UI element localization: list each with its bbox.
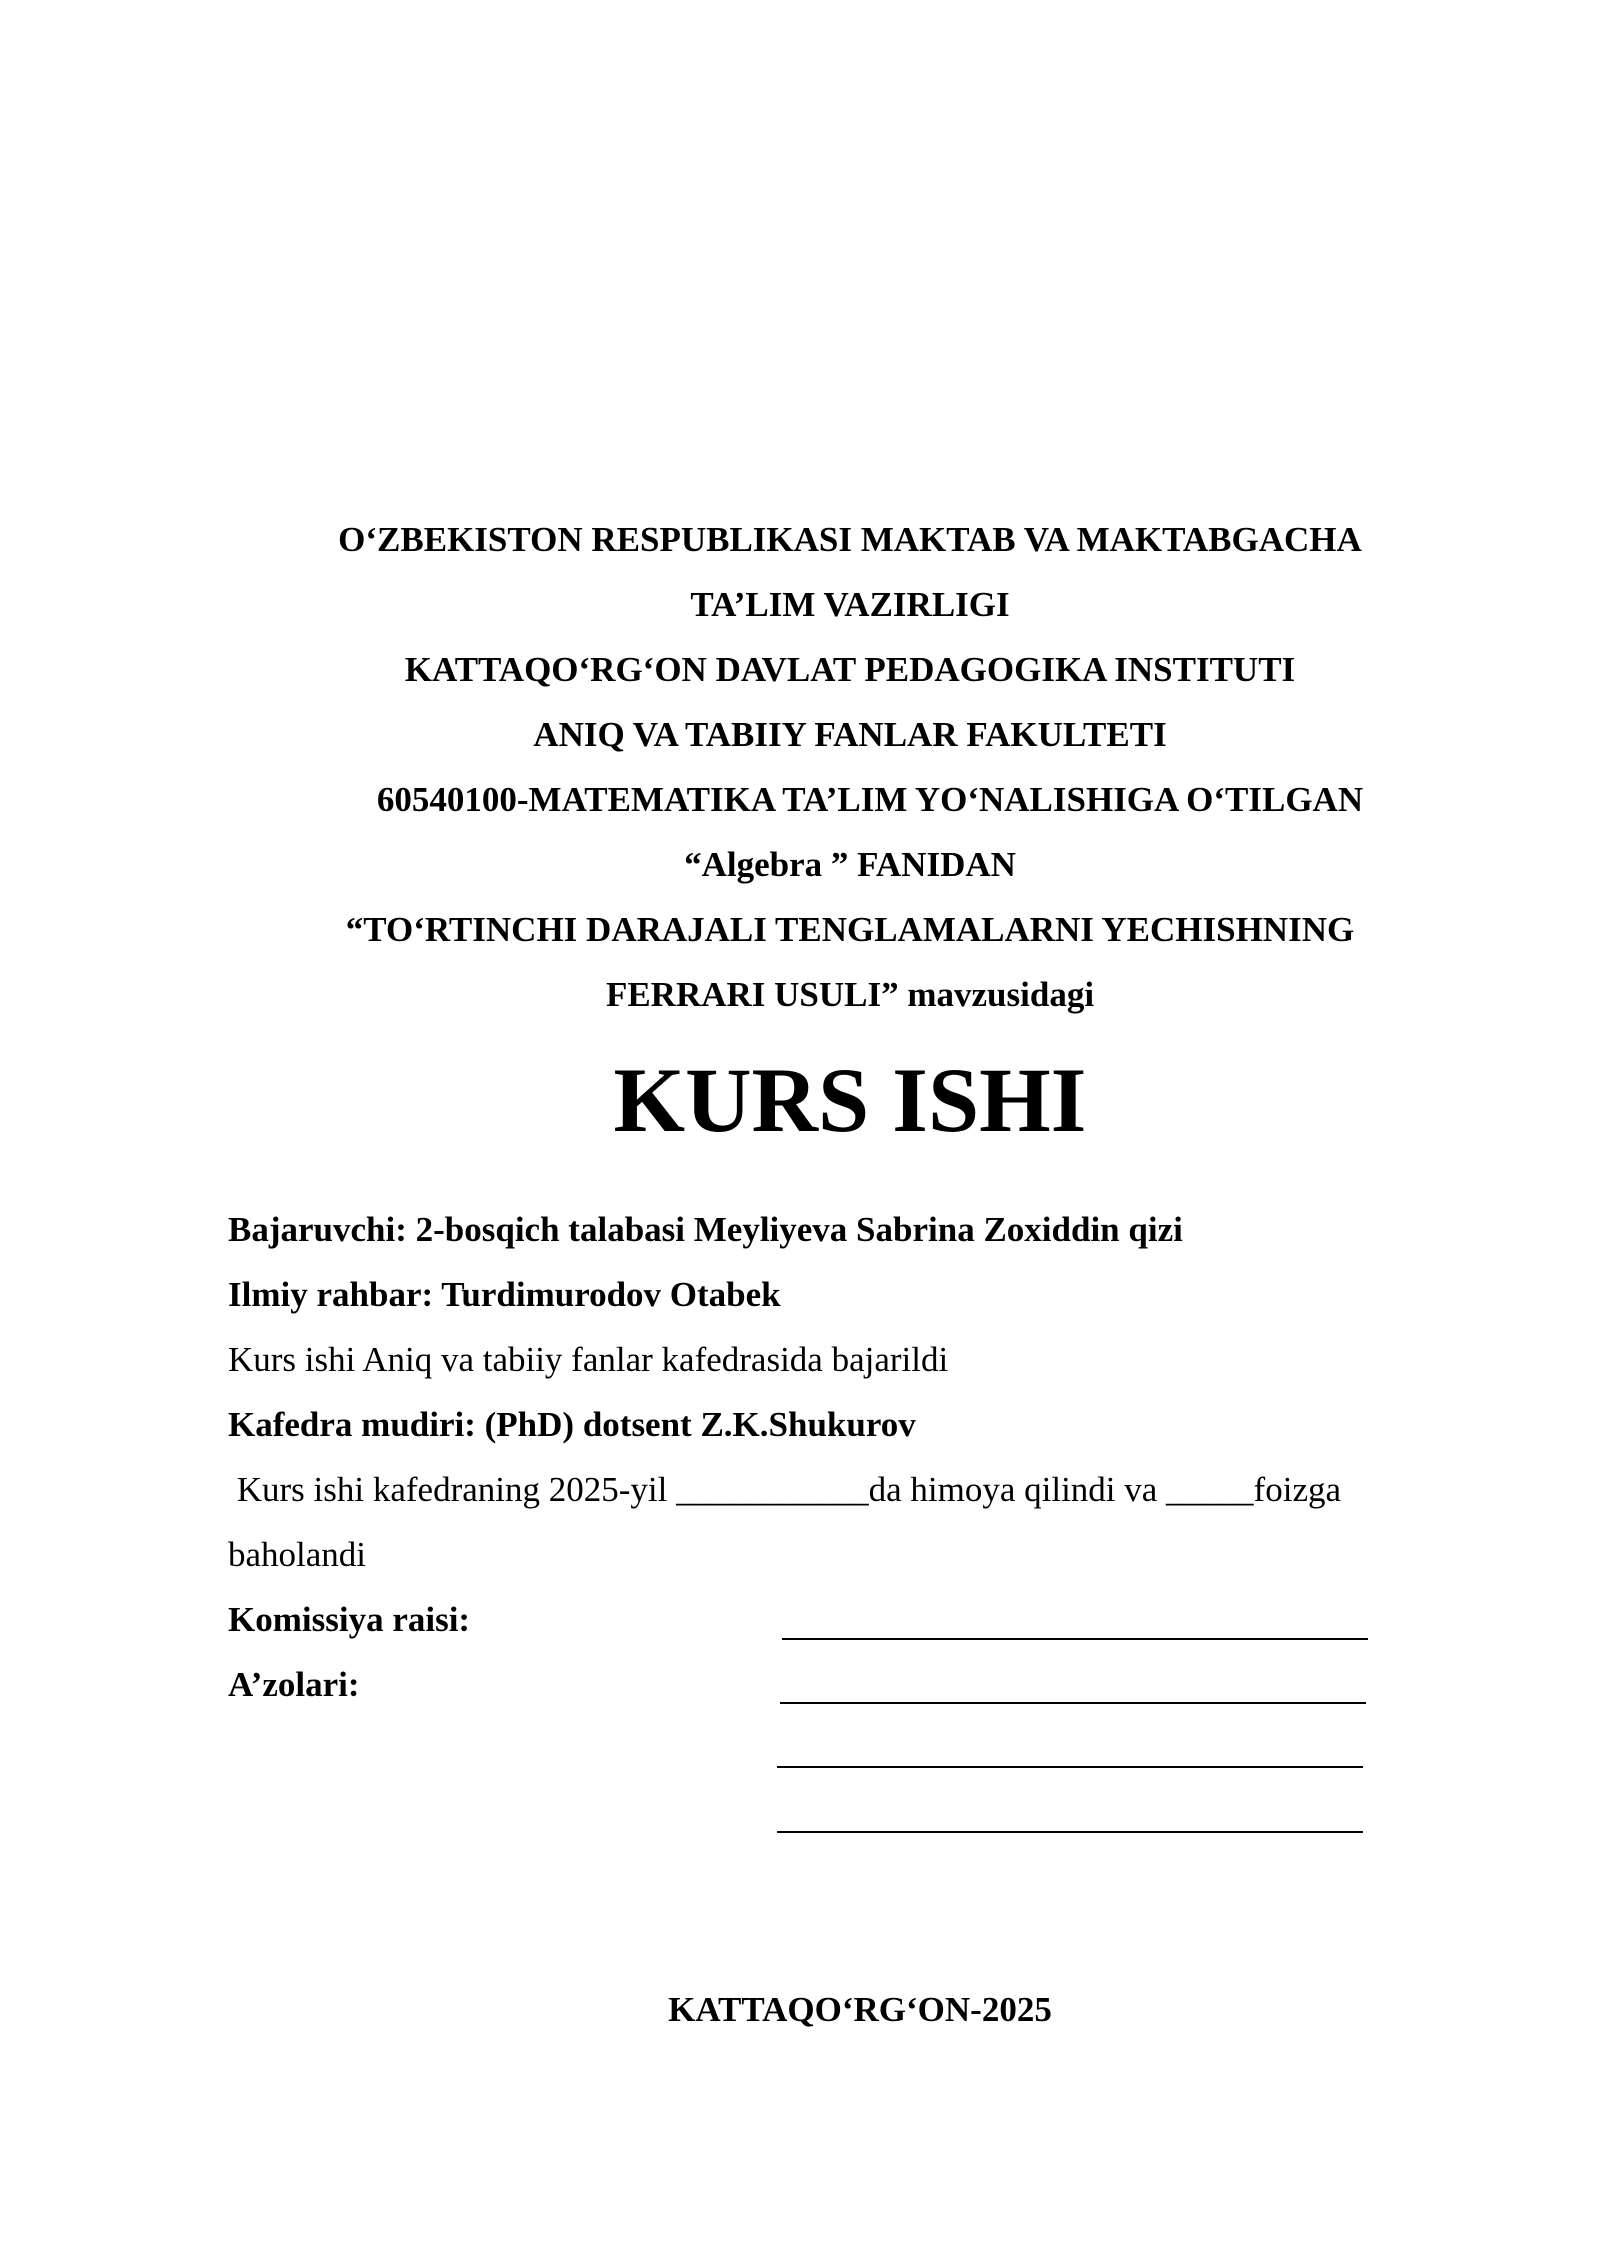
head-of-department-line: Kafedra mudiri: (PhD) dotsent Z.K.Shukurov — [228, 1405, 916, 1444]
supervisor-line: Ilmiy rahbar: Turdimurodov Otabek — [228, 1275, 781, 1314]
member-signature-line-1 — [780, 1702, 1366, 1704]
topic-line-1: “TO‘RTINCHI DARAJALI TENGLAMALARNI YECHISHNING — [345, 910, 1355, 949]
footer-city-year: KATTAQO‘RG‘ON-2025 — [668, 1990, 1052, 2029]
topic-line-2: FERRARI USULI” mavzusidagi — [605, 975, 1095, 1014]
faculty-name: ANIQ VA TABIIY FANLAR FAKULTETI — [533, 715, 1167, 754]
commission-chair-signature-line — [782, 1638, 1368, 1640]
member-signature-line-2 — [777, 1766, 1363, 1768]
performer-line: Bajaruvchi: 2-bosqich talabasi Meyliyeva Sabrina Zoxiddin qizi — [228, 1210, 1183, 1249]
specialty-line: 60540100-MATEMATIKA TA’LIM YO‘NALISHIGA O‘TILGAN — [376, 780, 1364, 819]
institute-name: KATTAQO‘RG‘ON DAVLAT PEDAGOGIKA INSTITUTI — [404, 650, 1296, 689]
member-signature-line-3 — [777, 1831, 1363, 1833]
ministry-line-1: O‘ZBEKISTON RESPUBLIKASI MAKTAB VA MAKTABGACHA — [338, 520, 1362, 559]
defense-line: Kurs ishi kafedraning 2025-yil ___________da himoya qilindi va _____foizga — [228, 1470, 1342, 1509]
ministry-line-2: TA’LIM VAZIRLIGI — [690, 585, 1010, 624]
defense-line-continuation: baholandi — [228, 1535, 367, 1574]
members-label: A’zolari: — [228, 1665, 360, 1704]
subject-line: “Algebra ” FANIDAN — [684, 845, 1016, 884]
commission-chair-label: Komissiya raisi: — [228, 1600, 471, 1639]
document-title: KURS ISHI — [613, 1049, 1087, 1151]
department-note: Kurs ishi Aniq va tabiiy fanlar kafedrasida bajarildi — [228, 1340, 949, 1379]
